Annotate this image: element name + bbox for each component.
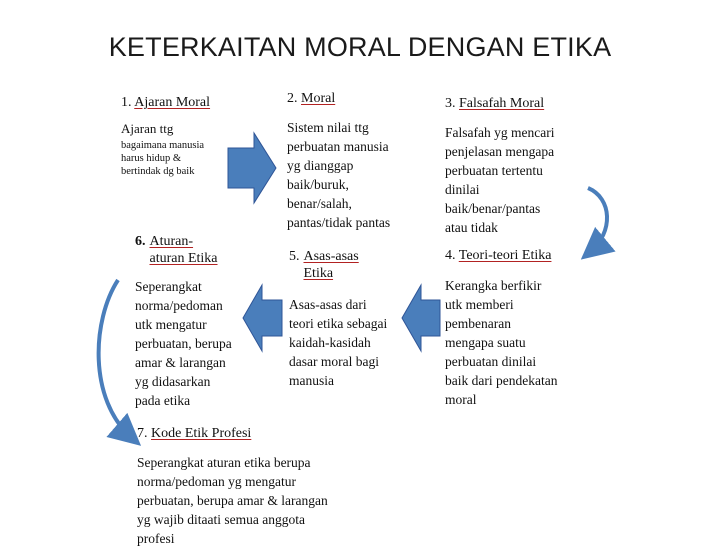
heading-label: Teori-teori Etika xyxy=(458,248,552,263)
step-number: 4. xyxy=(445,248,456,263)
heading-label: Asas-asas Etika xyxy=(303,249,359,281)
step-number: 6. xyxy=(135,234,146,249)
heading-label: Moral xyxy=(301,91,336,106)
curved-arrow-icon xyxy=(99,280,132,438)
ajaran-moral-text: bagaimana manusia harus hidup & bertindak dg baik xyxy=(121,140,205,177)
page-title: KETERKAITAN MORAL DENGAN ETIKA xyxy=(108,32,612,62)
kode-etik-heading xyxy=(137,426,251,442)
right-arrow-icon xyxy=(228,133,276,203)
heading-label: Kode Etik Profesi xyxy=(151,426,252,441)
asas-etika-heading xyxy=(289,248,359,282)
ajaran-moral-subheading: Ajaran ttg xyxy=(121,121,174,136)
asas-etika-text: Asas-asas dari teori etika sebagai kaidah-kasidah dasar moral bagi manusia xyxy=(289,297,388,388)
aturan-etika-heading xyxy=(135,233,218,267)
kode-etik-text: Seperangkat aturan etika berupa norma/pedoman yg mengatur perbuatan, berupa amar & larangan yg wajib ditaati semua anggota profesi xyxy=(137,455,328,546)
left-arrow-icon xyxy=(243,285,282,351)
heading-label: Aturan- aturan Etika xyxy=(149,234,218,266)
teori-etika-heading xyxy=(445,248,551,264)
falsafah-moral-text: Falsafah yg mencari penjelasan mengapa perbuatan tertentu dinilai baik/benar/pantas atau tidak xyxy=(445,125,555,235)
teori-etika-text: Kerangka berfikir utk memberi pembenaran mengapa suatu perbuatan dinilai baik dari pendekatan moral xyxy=(445,278,558,407)
step-number: 1. xyxy=(121,95,132,110)
left-arrow-icon xyxy=(402,285,440,351)
step-number: 7. xyxy=(137,426,148,441)
step-number: 2. xyxy=(287,91,298,106)
ajaran-moral-heading xyxy=(121,95,210,111)
step-number: 5. xyxy=(289,249,300,264)
falsafah-moral-heading xyxy=(445,96,544,112)
curved-arrow-icon xyxy=(588,188,607,252)
aturan-etika-text: Seperangkat norma/pedoman utk mengatur perbuatan, berupa amar & larangan yg didasarkan pada etika xyxy=(135,279,232,408)
heading-label: Falsafah Moral xyxy=(459,96,545,111)
step-number: 3. xyxy=(445,96,456,111)
heading-label: Ajaran Moral xyxy=(134,95,211,110)
moral-heading xyxy=(287,91,335,107)
moral-text: Sistem nilai ttg perbuatan manusia yg dianggap baik/buruk, benar/salah, pantas/tidak pantas xyxy=(287,120,391,230)
